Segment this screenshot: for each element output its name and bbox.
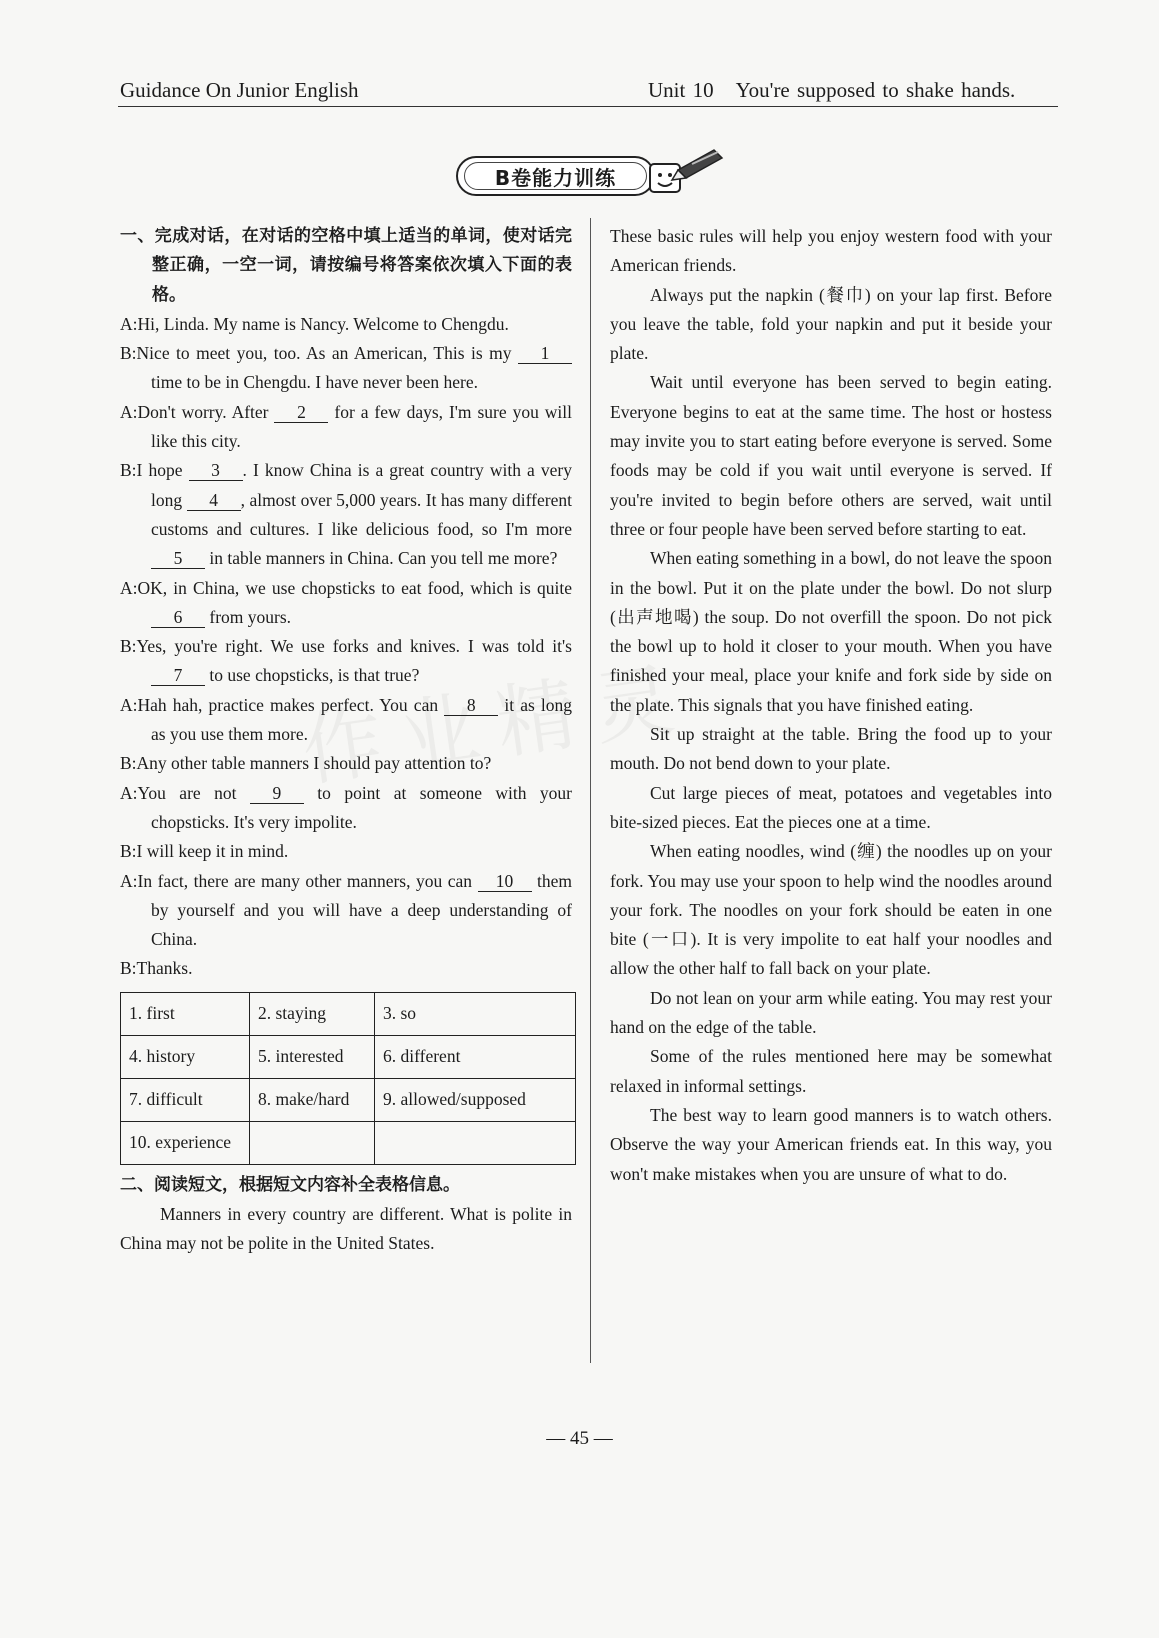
dialogue-line — [120, 867, 572, 955]
dialogue-line — [120, 779, 572, 838]
dialogue-text: time to be in Chengdu. I have never been here. — [151, 372, 479, 393]
passage-intro-paragraph: Manners in every country are different. What is polite in China may not be polite in the United States. — [120, 1204, 572, 1254]
answer-row — [121, 992, 576, 1035]
answer-row — [121, 1078, 576, 1121]
dialogue-text: . I know China is a great country with a very long — [151, 460, 572, 510]
section2-instruction: 二、阅读短文，根据短文内容补全表格信息。 — [120, 1174, 460, 1195]
answer-cell: 2. staying — [250, 992, 375, 1035]
dialogue-text: from yours. — [205, 606, 292, 627]
speaker-label: A: — [120, 401, 138, 422]
speaker-label: A: — [120, 694, 138, 715]
dialogue-text: Yes, you're right. We use forks and knives. I was told it's — [136, 636, 572, 657]
dialogue-line — [120, 310, 572, 339]
dialogue-text: for a few days, I'm sure you will like this city. — [151, 401, 572, 452]
answer-cell: 5. interested — [250, 1035, 375, 1078]
passage-paragraph: Sit up straight at the table. Bring the food up to your mouth. Do not bend down to your plate. — [610, 724, 1052, 774]
blank-number: 3 — [189, 460, 243, 481]
dialogue-text: it as long as you use them more. — [151, 694, 573, 745]
dialogue-line — [120, 954, 572, 983]
passage-paragraph: Cut large pieces of meat, potatoes and vegetables into bite-sized pieces. Eat the pieces one at a time. — [610, 782, 1052, 832]
dialogue — [120, 310, 572, 984]
banner-label: B卷能力训练 — [464, 162, 647, 190]
blank-number: 9 — [250, 783, 304, 804]
left-column — [120, 222, 572, 1259]
answer-cell: 9. allowed/supposed — [375, 1078, 576, 1121]
speaker-label: B: — [120, 753, 137, 774]
dialogue-text: to use chopsticks, is that true? — [205, 665, 420, 686]
dialogue-line — [120, 456, 572, 573]
dialogue-text: I will keep it in mind. — [136, 841, 289, 862]
passage-paragraph: Some of the rules mentioned here may be somewhat relaxed in informal settings. — [610, 1046, 1052, 1096]
dialogue-text: Thanks. — [136, 958, 193, 979]
passage-paragraphs — [610, 281, 1052, 1189]
answer-cell — [375, 1121, 576, 1164]
passage-paragraph: Wait until everyone has been served to begin eating. Everyone begins to eat at the same time. The host or hostess may invite you to start eating before everyone is served. Some foods may be cold if you wait until everyone is served. If you're invited to begin before others are served, wait until three or four people have been served before starting to eat. — [610, 372, 1052, 539]
speaker-label: B: — [120, 343, 137, 364]
dialogue-text: You are not — [137, 782, 250, 803]
dialogue-line — [120, 339, 572, 398]
dialogue-text: In fact, there are many other manners, you can — [137, 870, 478, 891]
blank-number: 1 — [518, 343, 572, 364]
speaker-label: B: — [120, 958, 137, 979]
answer-cell: 7. difficult — [121, 1078, 250, 1121]
speaker-label: A: — [120, 782, 138, 803]
dialogue-line — [120, 398, 572, 457]
dialogue-text: Any other table manners I should pay attention to? — [136, 753, 492, 774]
answer-row — [121, 1035, 576, 1078]
dialogue-text: Don't worry. After — [137, 401, 275, 422]
dialogue-text: , almost over 5,000 years. It has many different customs and cultures. I like delicious food, so I'm more — [151, 489, 572, 539]
dialogue-text: Hah hah, practice makes perfect. You can — [137, 694, 445, 715]
blank-number: 4 — [187, 490, 241, 511]
dialogue-text: Nice to meet you, too. As an American, This is my — [136, 343, 518, 364]
answer-cell: 6. different — [375, 1035, 576, 1078]
dialogue-text: in table manners in China. Can you tell me more? — [205, 548, 558, 569]
passage-paragraph: When eating something in a bowl, do not leave the spoon in the bowl. Put it on the plate under the bowl. Do not slurp (出声地喝) the soup. Do not overfill the spoon. Do not pick the bowl up to hold it closer to your mouth. When you have finished your meal, place your knife and fork side by side on the plate. This signals that you have finished eating. — [610, 548, 1052, 715]
speaker-label: B: — [120, 460, 137, 481]
dialogue-text: I hope — [136, 460, 189, 481]
dialogue-text: them by yourself and you will have a deep understanding of China. — [151, 870, 573, 950]
passage-paragraph: Always put the napkin (餐巾) on your lap first. Before you leave the table, fold your napkin and put it beside your plate. — [610, 284, 1052, 364]
header-rule — [118, 106, 1058, 107]
dialogue-text: OK, in China, we use chopsticks to eat food, which is quite — [137, 577, 572, 598]
blank-number: 7 — [151, 665, 205, 686]
column-divider — [590, 218, 591, 1363]
speaker-label: B: — [120, 841, 137, 862]
speaker-label: A: — [120, 313, 138, 334]
header-book-title: Guidance On Junior English — [120, 78, 359, 102]
dialogue-line — [120, 837, 572, 866]
page-number: — 45 — — [546, 1428, 613, 1449]
answer-table — [120, 992, 576, 1165]
blank-number: 6 — [151, 607, 205, 628]
dialogue-line — [120, 691, 572, 750]
answer-cell: 10. experience — [121, 1121, 250, 1164]
passage-paragraph: When eating noodles, wind (缠) the noodles up on your fork. You may use your spoon to help wind the noodles around your fork. The noodles on your fork should be eaten in one bite (一口). It is very impolite to eat half your noodles and allow the other half to fall back on your plate. — [610, 841, 1052, 979]
speaker-label: B: — [120, 636, 137, 657]
answer-cell: 8. make/hard — [250, 1078, 375, 1121]
passage-paragraph: Do not lean on your arm while eating. You may rest your hand on the edge of the table. — [610, 987, 1052, 1038]
blank-number: 10 — [478, 871, 532, 892]
answer-cell: 3. so — [375, 992, 576, 1035]
dialogue-line — [120, 574, 572, 633]
right-column — [610, 222, 1052, 1189]
header-unit: Unit 10 — [648, 78, 714, 102]
dialogue-text: Hi, Linda. My name is Nancy. Welcome to Chengdu. — [137, 313, 509, 334]
header-title: You're supposed to shake hands. — [735, 78, 1016, 102]
speaker-label: A: — [120, 870, 138, 891]
dialogue-line — [120, 749, 572, 778]
dialogue-line — [120, 632, 572, 691]
pencil-mascot-icon — [648, 148, 728, 200]
answer-cell: 4. history — [121, 1035, 250, 1078]
answer-cell — [250, 1121, 375, 1164]
speaker-label: A: — [120, 577, 138, 598]
section1-instruction: 一、完成对话，在对话的空格中填上适当的单词，使对话完整正确，一空一词，请按编号将答案依次填入下面的表格。 — [120, 226, 572, 305]
passage-paragraph: The best way to learn good manners is to watch others. Observe the way your American friends eat. In this way, you won't make mistakes when you are unsure of what to do. — [610, 1104, 1052, 1184]
answer-cell: 1. first — [121, 992, 250, 1035]
section-banner — [450, 148, 740, 200]
answer-row — [121, 1121, 576, 1164]
header-unit-title — [648, 78, 1015, 103]
dialogue-text: to point at someone with your chopsticks. It's very impolite. — [151, 782, 572, 832]
blank-number: 2 — [274, 402, 328, 423]
blank-number: 8 — [444, 695, 498, 716]
banner-box — [456, 156, 655, 196]
blank-number: 5 — [151, 548, 205, 569]
passage-paragraph: These basic rules will help you enjoy western food with your American friends. — [610, 226, 1052, 276]
